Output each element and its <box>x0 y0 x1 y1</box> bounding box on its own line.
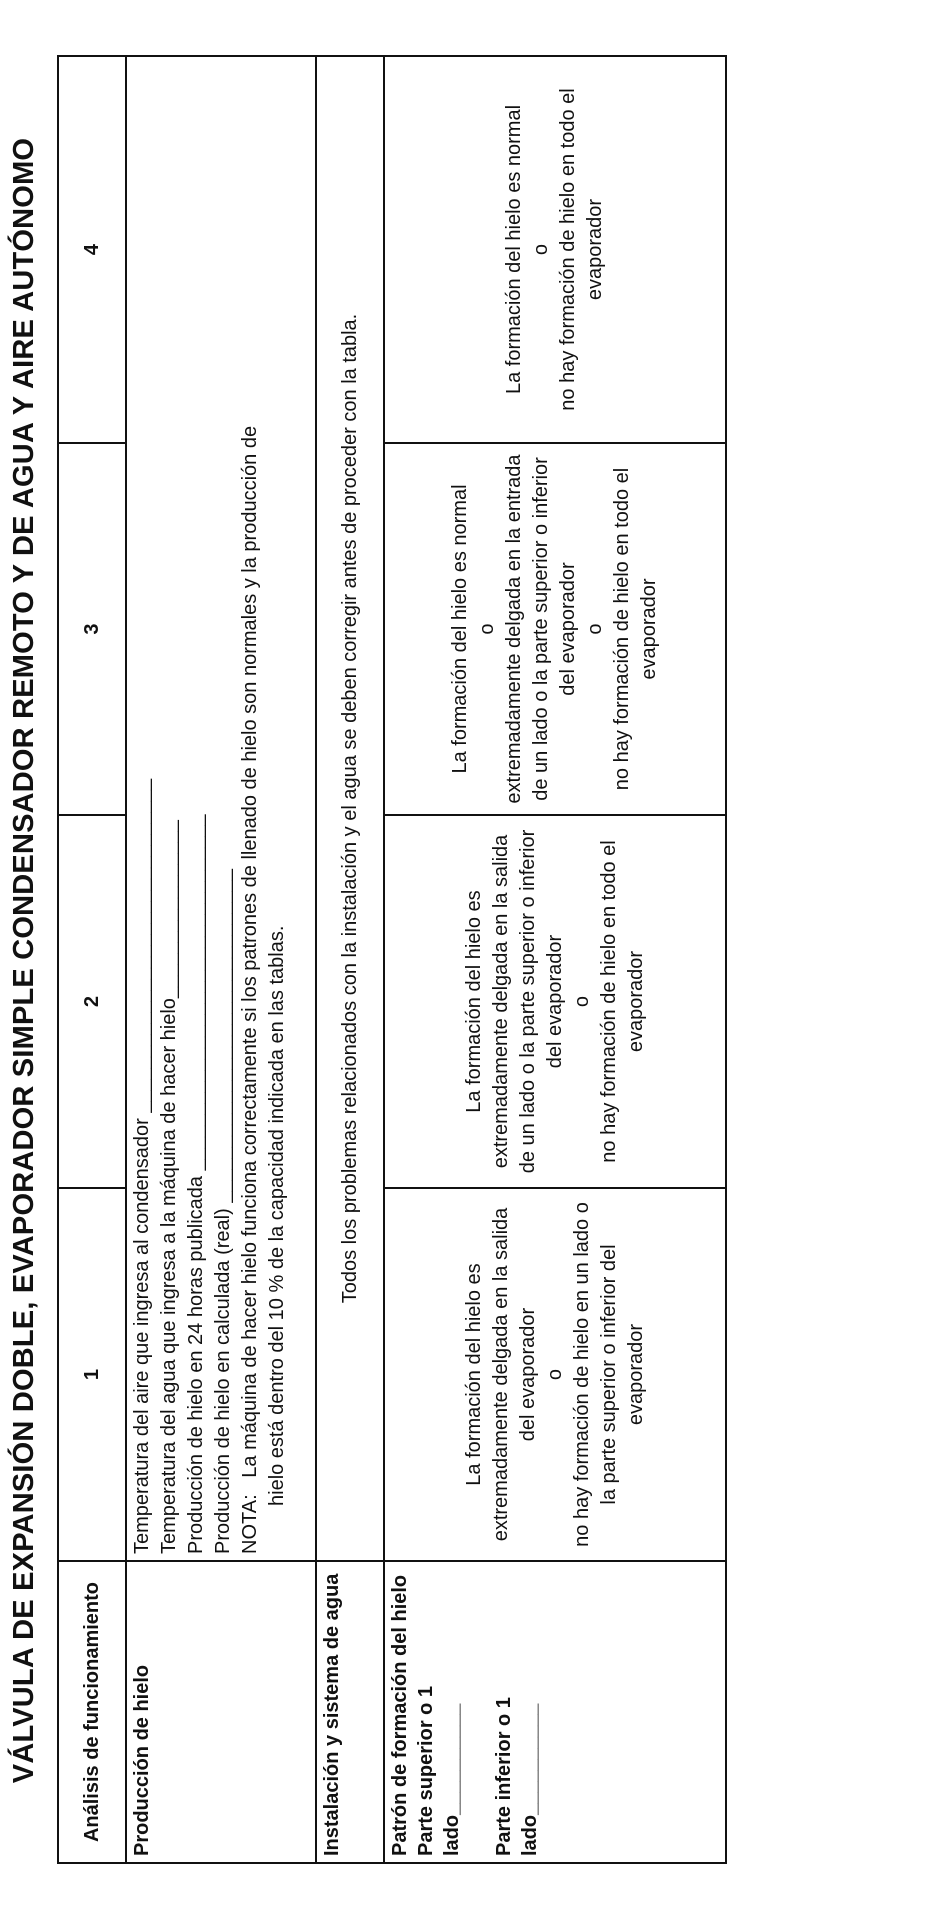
ice-pattern-row <box>384 56 726 1863</box>
pattern-col-3-or-2: o <box>584 623 606 635</box>
pattern-label-title: Patrón de formación del hielo <box>389 1574 411 1856</box>
note-line-1: La máquina de hacer hielo funciona correctamente si los patrones de llenado de hielo son normales y la producción de <box>239 425 261 1478</box>
pattern-col-2-or: o <box>570 995 593 1008</box>
ice-production-content <box>126 56 316 1561</box>
pattern-col-1-or: o <box>543 1368 566 1381</box>
pattern-col-3 <box>384 443 726 815</box>
note <box>237 63 291 1554</box>
air-temp-line: Temperatura del aire que ingresa al condensador ______________________________ <box>131 778 153 1554</box>
pattern-label-bottom: Parte inferior o 1 lado__________ <box>493 1697 541 1856</box>
note-line-2: hielo está dentro del 10 % de la capacidad indicada en las tablas. <box>266 925 288 1506</box>
ice-production-row <box>126 56 316 1863</box>
pattern-col-4-b: no hay formación de hielo en todo el evaporador <box>557 88 606 411</box>
calculated-production-line: Producción de hielo en calculada (real) ______________________________ <box>212 868 234 1554</box>
installation-text: Todos los problemas relacionados con la instalación y el agua se deben corregir antes de proceder con la tabla. <box>316 56 384 1561</box>
header-col-3: 3 <box>58 443 126 815</box>
pattern-col-3-b: extremadamente delgada en la entrada de un lado o la parte superior o inferior del evaporador <box>503 454 579 804</box>
pattern-col-1 <box>384 1188 726 1561</box>
header-col-2: 2 <box>58 815 126 1188</box>
pattern-col-4-or: o <box>530 243 552 256</box>
header-analysis: Análisis de funcionamiento <box>58 1561 126 1863</box>
pattern-col-2-b: no hay formación de hielo en todo el evaporador <box>597 840 647 1163</box>
page-title: VÁLVULA DE EXPANSIÓN DOBLE, EVAPORADOR SIMPLE CONDENSADOR REMOTO Y DE AGUA Y AIRE AUTÓNOMO <box>8 137 40 1784</box>
installation-row <box>316 56 384 1863</box>
pattern-col-3-a: La formación del hielo es normal <box>449 484 471 774</box>
header-col-1: 1 <box>58 1188 126 1561</box>
pattern-col-1-a: La formación del hielo es extremadamente delgada en la salida del evaporador <box>462 1207 539 1542</box>
pattern-col-3-or-1: o <box>476 623 498 635</box>
diagnostic-table <box>57 55 727 1864</box>
ice-production-label: Producción de hielo <box>126 1561 316 1863</box>
pattern-col-3-c: no hay formación de hielo en todo el evaporador <box>611 467 660 791</box>
table-header-row <box>58 56 126 1863</box>
pattern-col-2 <box>384 815 726 1188</box>
published-production-line: Producción de hielo en 24 horas publicada ________________________________ <box>185 814 207 1554</box>
pattern-col-4 <box>384 56 726 443</box>
pattern-label-top: Parte superior o 1 lado__________ <box>415 1685 463 1856</box>
pattern-col-1-b: no hay formación de hielo en un lado o la parte superior o inferior del evaporador <box>570 1202 647 1547</box>
installation-label: Instalación y sistema de agua <box>316 1561 384 1863</box>
header-col-4: 4 <box>58 56 126 443</box>
water-temp-line: Temperatura del agua que ingresa a la máquina de hacer hielo________________ <box>158 820 180 1554</box>
ice-pattern-label <box>384 1561 726 1863</box>
note-prefix: NOTA: <box>239 1494 261 1554</box>
pattern-col-4-a: La formación del hielo es normal <box>503 104 525 395</box>
pattern-col-2-a: La formación del hielo es extremadamente delgada en la salida de un lado o la parte superior o inferior del evaporador <box>462 829 566 1174</box>
